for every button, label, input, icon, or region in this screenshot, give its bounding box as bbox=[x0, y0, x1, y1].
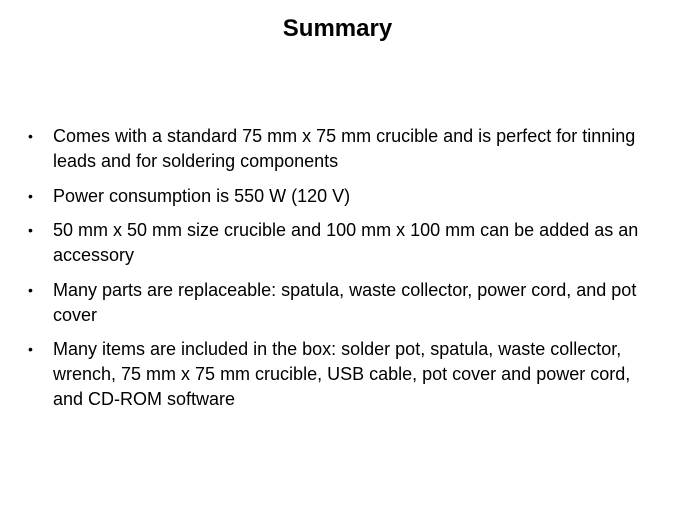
bullet-text: Many parts are replaceable: spatula, waste collector, power cord, and pot cover bbox=[53, 279, 637, 325]
bullet-text: Comes with a standard 75 mm x 75 mm crucible and is perfect for tinning leads and for soldering components bbox=[53, 126, 636, 171]
bullet-item bbox=[28, 337, 658, 412]
bullet-icon: • bbox=[28, 128, 33, 144]
bullet-icon: • bbox=[28, 222, 33, 238]
bullet-text: Many items are included in the box: solder pot, spatula, waste collector, wrench, 75 mm x 75 mm crucible, USB cable, pot cover and power cord, and CD-ROM software bbox=[53, 339, 631, 409]
bullet-text: Power consumption is 550 W (120 V) bbox=[53, 185, 351, 206]
bullet-icon: • bbox=[28, 281, 33, 298]
bullet-item bbox=[28, 278, 658, 328]
bullet-item bbox=[28, 218, 658, 268]
bullet-item bbox=[28, 184, 658, 209]
bullet-text: 50 mm x 50 mm size crucible and 100 mm x 100 mm can be added as an accessory bbox=[53, 220, 639, 265]
bullet-icon: • bbox=[28, 341, 33, 357]
bullet-item bbox=[28, 124, 658, 174]
bullet-icon: • bbox=[28, 187, 33, 204]
bullet-list bbox=[28, 124, 658, 422]
slide-title: Summary bbox=[282, 15, 393, 42]
